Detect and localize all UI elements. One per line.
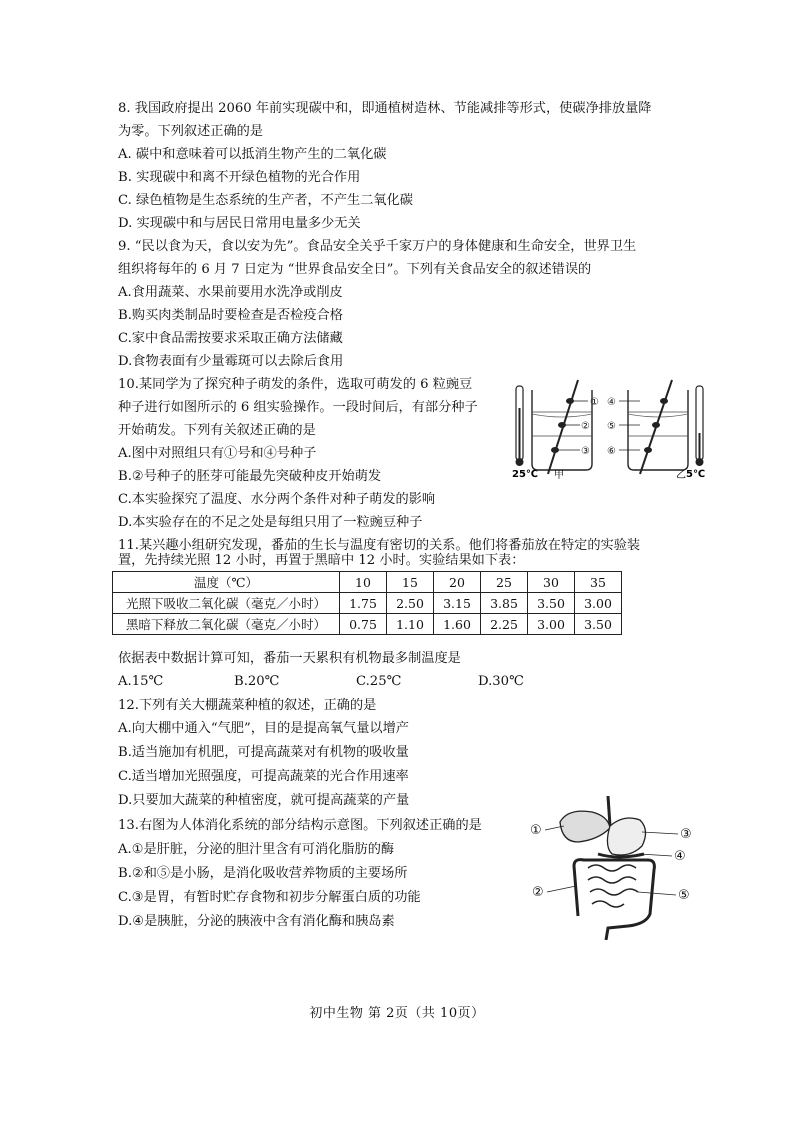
seed-label-5: ⑤	[607, 421, 616, 432]
table-cell: 2.25	[481, 614, 528, 635]
q13-option-a: A.①是肝脏，分泌的胆汁里含有可消化脂肪的酶	[118, 842, 395, 857]
q8-option-a: A. 碳中和意味着可以抵消生物产生的二氧化碳	[118, 147, 387, 162]
table-row	[113, 572, 622, 593]
large-intestine-shape	[574, 860, 654, 940]
q10-stem-line2: 种子进行如图所示的 6 组实验操作。一段时间后，有部分种子	[118, 400, 478, 415]
q13-option-c: C.③是胃，有暂时贮存食物和初步分解蛋白质的功能	[118, 890, 421, 905]
small-intestine-shape	[588, 865, 638, 907]
seed-label-3: ③	[581, 446, 590, 457]
q12-option-c: C.适当增加光照强度，可提高蔬菜的光合作用速率	[118, 769, 409, 784]
table-cell: 3.00	[575, 593, 622, 614]
page-footer: 初中生物 第 2页（共 10页）	[309, 1006, 485, 1021]
seed-label-1: ①	[590, 397, 599, 408]
q12-option-a: A.向大棚中通入“气肥”，目的是提高氧气量以增产	[118, 721, 409, 736]
q12-option-b: B.适当施加有机肥，可提高蔬菜对有机物的吸收量	[118, 745, 409, 760]
table-cell: 3.50	[575, 614, 622, 635]
stomach-shape	[607, 818, 645, 855]
organ-label-3: ③	[680, 827, 692, 842]
table-cell: 3.85	[481, 593, 528, 614]
beaker-right	[628, 380, 688, 474]
q9-stem-line2: 组织将每年的 6 月 7 日定为 “世界食品安全日”。下列有关食品安全的叙述错误的	[118, 262, 592, 277]
table-cell: 35	[575, 572, 622, 593]
q8-stem-line2: 为零。下列叙述正确的是	[118, 124, 264, 139]
table-row	[113, 593, 622, 614]
q9-option-d: D.食物表面有少量霉斑可以去除后食用	[118, 354, 344, 369]
q9-stem-line1: 9. “民以食为天，食以安为先”。食品安全关乎千家万户的身体健康和生命安全，世界卫生	[118, 239, 637, 254]
table-cell: 30	[528, 572, 575, 593]
table-cell: 1.60	[434, 614, 481, 635]
table-cell: 1.75	[340, 593, 387, 614]
table-cell: 10	[340, 572, 387, 593]
q12-option-d: D.只要加大蔬菜的种植密度，就可提高蔬菜的产量	[118, 793, 410, 808]
thermometer-right-icon	[696, 386, 704, 466]
digestive-system-figure	[528, 796, 698, 940]
q10-option-d: D.本实验存在的不足之处是每组只用了一粒豌豆种子	[118, 515, 423, 530]
organ-label-5: ⑤	[678, 888, 690, 903]
seed-germination-figure	[510, 378, 710, 486]
q10-option-a: A.图中对照组只有①号和④号种子	[118, 446, 317, 461]
seed-label-2: ②	[581, 421, 590, 432]
q11-option-d: D.30℃	[478, 674, 524, 689]
q11-stem-line3: 依据表中数据计算可知，番茄一天累积有机物最多制温度是	[118, 651, 461, 666]
organ-label-4: ④	[674, 849, 686, 864]
seed-label-4: ④	[607, 397, 616, 408]
temp-left-label: 25℃	[512, 469, 539, 480]
table-cell: 2.50	[387, 593, 434, 614]
q13-option-b: B.②和⑤是小肠，是消化吸收营养物质的主要场所	[118, 866, 408, 881]
table-cell: 3.00	[528, 614, 575, 635]
temp-right-label: 5℃	[686, 469, 706, 480]
q8-stem-line1: 8. 我国政府提出 2060 年前实现碳中和，即通植树造林、节能减排等形式，使碳净排放量降	[118, 101, 652, 116]
q9-option-c: C.家中食品需按要求采取正确方法储藏	[118, 331, 343, 346]
organ-label-2: ②	[532, 885, 544, 900]
q9-option-a: A.食用蔬菜、水果前要用水洗净或削皮	[118, 285, 343, 300]
table-cell: 20	[434, 572, 481, 593]
table-cell: 25	[481, 572, 528, 593]
q8-option-b: B. 实现碳中和离不开绿色植物的光合作用	[118, 170, 361, 185]
q10-option-b: B.②号种子的胚芽可能最先突破种皮开始萌发	[118, 469, 382, 484]
table-cell: 1.10	[387, 614, 434, 635]
q11-option-c: C.25℃	[356, 674, 402, 689]
liver-shape	[560, 811, 610, 842]
q13-stem: 13.右图为人体消化系统的部分结构示意图。下列叙述正确的是	[118, 818, 482, 833]
table-cell: 0.75	[340, 614, 387, 635]
q8-option-c: C. 绿色植物是生态系统的生产者，不产生二氧化碳	[118, 193, 413, 208]
q10-stem-line1: 10.某同学为了探究种子萌发的条件，选取可萌发的 6 粒豌豆	[118, 377, 473, 392]
organ-label-1: ①	[530, 823, 542, 838]
q13-option-d: D.④是胰脏，分泌的胰液中含有消化酶和胰岛素	[118, 914, 395, 929]
q11-stem-line2: 置，先持续光照 12 小时，再置于黑暗中 12 小时。实验结果如下表：	[118, 553, 525, 568]
table-row-label: 黑暗下释放二氧化碳（毫克／小时）	[113, 614, 340, 635]
temperature-data-table	[112, 571, 622, 635]
table-row-label: 光照下吸收二氧化碳（毫克／小时）	[113, 593, 340, 614]
table-row	[113, 614, 622, 635]
table-header-temp: 温度（℃）	[113, 572, 340, 593]
table-cell: 3.50	[528, 593, 575, 614]
q11-stem-line1: 11.某兴趣小组研究发现，番茄的生长与温度有密切的关系。他们将番茄放在特定的实验装	[118, 538, 641, 553]
q10-stem-line3: 开始萌发。下列有关叙述正确的是	[118, 423, 316, 438]
q10-option-c: C.本实验探究了温度、水分两个条件对种子萌发的影响	[118, 492, 436, 507]
table-cell: 15	[387, 572, 434, 593]
table-cell: 3.15	[434, 593, 481, 614]
q12-stem: 12.下列有关大棚蔬菜种植的叙述，正确的是	[118, 698, 377, 713]
q11-option-a: A.15℃	[118, 674, 164, 689]
seed-label-6: ⑥	[607, 446, 616, 457]
beaker-right-label: 乙	[676, 470, 686, 481]
q9-option-b: B.购买肉类制品时要检查是否检疫合格	[118, 308, 343, 323]
q8-option-d: D. 实现碳中和与居民日常用电量多少无关	[118, 216, 361, 231]
thermometer-left-icon	[516, 386, 524, 466]
beaker-left-label: 甲	[554, 470, 564, 481]
q11-option-b: B.20℃	[234, 674, 280, 689]
